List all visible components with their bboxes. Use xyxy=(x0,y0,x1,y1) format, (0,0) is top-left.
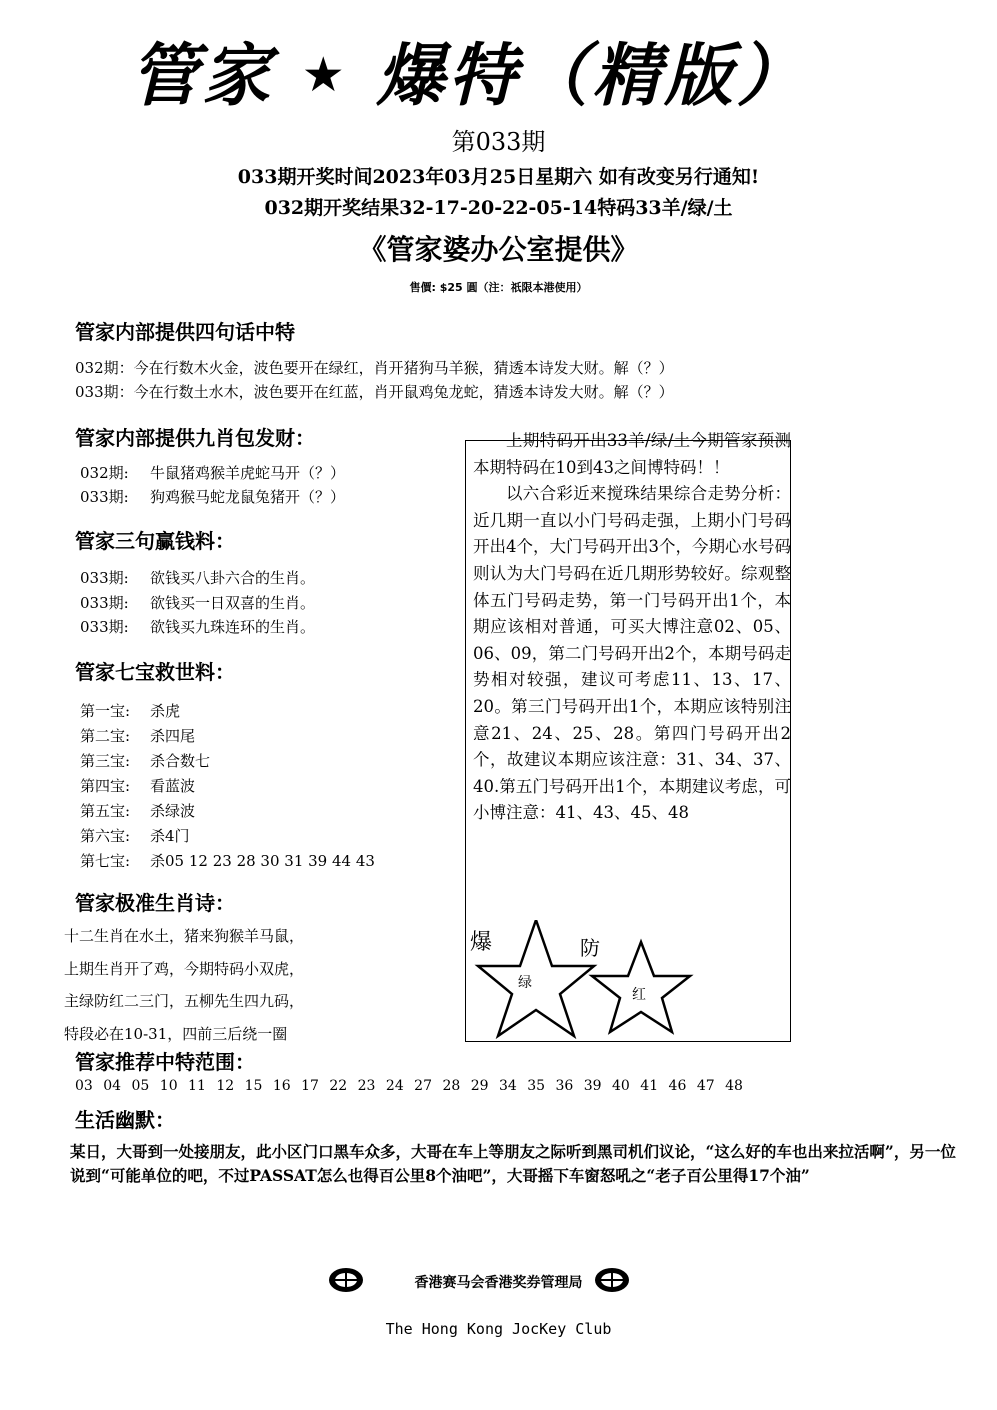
row-key: 第四宝: xyxy=(80,777,131,795)
row-key: 033期: xyxy=(80,618,129,636)
row-key: 第一宝: xyxy=(80,702,131,720)
star-icon xyxy=(478,920,594,1036)
analysis-text xyxy=(473,428,791,827)
four-sentences-heading: 管家内部提供四句话中特 xyxy=(75,320,295,344)
nine-zodiac-row xyxy=(80,486,345,507)
row-key: 033期: xyxy=(80,594,129,612)
footer-org-cn: 香港赛马会香港奖券管理局 xyxy=(414,1275,583,1291)
title-left: 管家 xyxy=(130,37,275,116)
provided-by: 《管家婆办公室提供》 xyxy=(358,233,639,266)
nine-zodiac-row xyxy=(80,462,345,483)
price-note: 售價: $25 圓（注：祇限本港使用） xyxy=(409,281,588,294)
humor-text: 某日，大哥到一处接朋友，此小区门口黑车众多，大哥在车上等朋友之际听到黑司机们议论，“这么好的车也出来拉活啊”，另一位说到“可能单位的吧，不过PASSAT怎么也得百公里8个油吧”，大哥摇下车窗怒吼之“老子百公里得17个油” xyxy=(70,1142,956,1185)
range-numbers: 03 04 05 10 11 12 15 16 17 22 23 24 27 28 29 34 35 36 39 40 41 46 47 48 xyxy=(75,1078,743,1094)
poem-line: 主绿防红二三门，五柳先生四九码， xyxy=(64,992,305,1010)
star-label-right: 防 xyxy=(580,936,600,960)
treasure-row xyxy=(80,825,190,846)
row-value: 杀四尾 xyxy=(150,727,196,745)
title-right: 爆特（精版） xyxy=(376,37,809,116)
analysis-paragraph: 上期特码开出33羊/绿/土今期管家预测本期特码在10到43之间博特码！！ xyxy=(473,431,791,477)
star-red-label: 红 xyxy=(632,987,646,1003)
four-sentences-row: 033期：今在行数土水木，波色要开在红蓝，肖开鼠鸡兔龙蛇，猜透本诗发大财。解（？） xyxy=(75,383,674,401)
seven-treasures-heading: 管家七宝救世料： xyxy=(75,660,235,684)
row-value: 杀4门 xyxy=(150,827,190,845)
four-sentences-row: 032期：今在行数木火金，波色要开在绿红，肖开猪狗马羊猴，猜透本诗发大财。解（？） xyxy=(75,359,674,377)
star-icon: ★ xyxy=(301,47,349,103)
treasure-row xyxy=(80,725,195,746)
row-value: 牛鼠猪鸡猴羊虎蛇马开（？） xyxy=(150,464,346,482)
last-result: 032期开奖结果32-17-20-22-05-14特码33羊/绿/土 xyxy=(264,197,733,219)
three-sentences-row xyxy=(80,592,315,613)
range-heading: 管家推荐中特范围： xyxy=(75,1050,255,1074)
row-value: 杀虎 xyxy=(150,702,181,720)
row-value: 欲钱买八卦六合的生肖。 xyxy=(150,569,316,587)
treasure-row xyxy=(80,750,210,771)
three-sentences-row xyxy=(80,616,315,637)
nine-zodiac-heading: 管家内部提供九肖包发财： xyxy=(75,426,315,450)
treasure-row xyxy=(80,800,195,821)
stars-graphic xyxy=(468,920,788,1040)
treasure-row xyxy=(80,850,375,871)
row-value: 杀合数七 xyxy=(150,752,211,770)
row-key: 第七宝: xyxy=(80,852,131,870)
poem-line: 十二生肖在水土，猪来狗猴羊马鼠， xyxy=(64,927,305,945)
row-value: 杀05 12 23 28 30 31 39 44 43 xyxy=(150,852,375,870)
star-label-left: 爆 xyxy=(470,930,493,955)
row-key: 第三宝: xyxy=(80,752,131,770)
poem-heading: 管家极准生肖诗： xyxy=(75,891,235,915)
row-key: 第五宝: xyxy=(80,802,131,820)
star-green-label: 绿 xyxy=(518,975,532,991)
treasure-row xyxy=(80,775,195,796)
row-key: 033期: xyxy=(80,569,129,587)
poem-line: 上期生肖开了鸡，今期特码小双虎， xyxy=(64,959,305,978)
page-title xyxy=(130,22,830,119)
row-key: 第六宝: xyxy=(80,827,131,845)
row-value: 狗鸡猴马蛇龙鼠兔猪开（？） xyxy=(150,488,346,506)
row-value: 杀绿波 xyxy=(150,802,196,820)
row-key: 033期: xyxy=(80,488,129,506)
row-value: 欲钱买九珠连环的生肖。 xyxy=(150,618,316,636)
footer-org-en: The Hong Kong JocKey Club xyxy=(385,1320,612,1338)
treasure-row xyxy=(80,700,180,721)
humor-heading: 生活幽默： xyxy=(75,1108,175,1132)
row-key: 032期: xyxy=(80,464,129,482)
poem-line: 特段必在10-31，四前三后绕一圈 xyxy=(64,1024,288,1043)
three-sentences-heading: 管家三句赢钱料： xyxy=(75,529,235,553)
poem-text xyxy=(64,920,304,1050)
row-value: 看蓝波 xyxy=(150,777,196,795)
row-key: 第二宝: xyxy=(80,727,131,745)
issue-number: 第033期 xyxy=(451,128,546,156)
draw-time: 033期开奖时间2023年03月25日星期六 如有改变另行通知! xyxy=(237,166,760,188)
analysis-paragraph: 以六合彩近来搅珠结果综合走势分析：近几期一直以小门号码走强，上期小门号码开出4个，大门号码开出3个，今期心水号码则认为大门号码在近几期形势较好。综观整体五门号码走势，第一门号码开出1个，本期应该相对普通，可买大博注意02、05、06、09，第二门号码开出2个，本期号码走势相对较强，建议可考虑11、13、17、20。第三门号码开出1个，本期应该特别注意21、24、25、28。第四门号码开出2个，故建议本期应该注意：31、34、37、40.第五门号码开出1个，本期建议考虑，可小博注意：41、43、45、48 xyxy=(473,484,791,823)
three-sentences-row xyxy=(80,567,315,588)
row-value: 欲钱买一日双喜的生肖。 xyxy=(150,594,316,612)
jockey-club-logo-icon xyxy=(594,1267,630,1293)
